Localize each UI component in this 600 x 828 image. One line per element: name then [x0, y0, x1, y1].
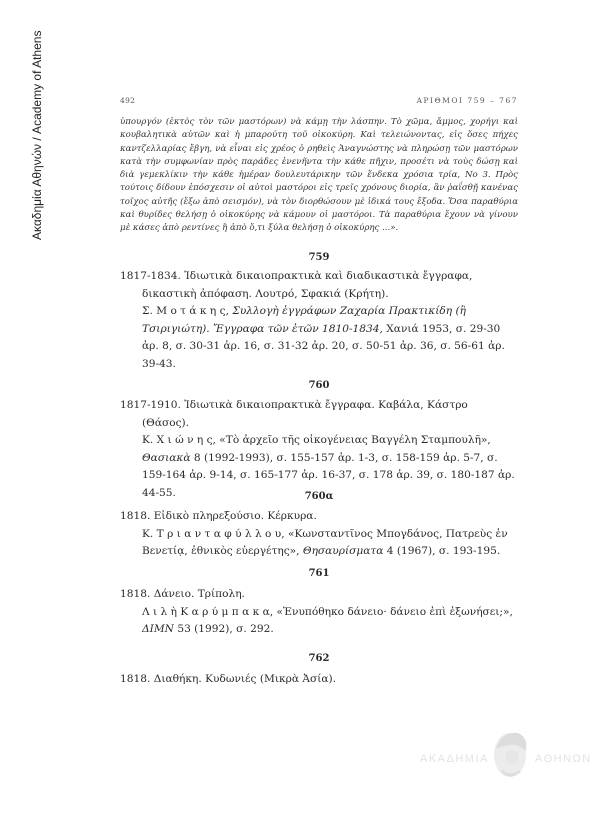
- entry-number: 759: [308, 252, 330, 263]
- ref-article: «Ἐνυπόθηκο δάνειο· δάνειο ἐπὶ ἐξωνήσει;»,: [276, 605, 513, 618]
- ref-rest: Χανιά 1953, σ. 29-30 ἀρ. 8, σ. 30-31 ἀρ. 16, σ. 31-32 ἀρ. 20, σ. 50-51 ἀρ. 36, σ. 56-61 ἀρ. 39-43.: [142, 322, 505, 370]
- ref-article: «Τὸ ἀρχεῖο τῆς οἰκογένειας Βαγγέλη Σταμπουλῆ»,: [219, 434, 491, 447]
- ref-author: Λ ι λ ὴ Κ α ρ ύ μ π α κ α,: [142, 605, 274, 618]
- side-watermark: [8, 30, 44, 320]
- entry-760: [120, 397, 518, 503]
- section-range: ΑΡΙΘΜΟΙ 759 – 767: [416, 96, 518, 105]
- entry-reference: [120, 303, 518, 373]
- entry-number: 760: [308, 380, 330, 391]
- entry-number: 762: [308, 653, 330, 664]
- ref-rest: 8 (1992-1993), σ. 155-157 ἀρ. 1-3, σ. 158-159 ἀρ. 5-7, σ. 159-164 ἀρ. 9-14, σ. 165-177 ἀρ. 16-37, σ. 178 ἀρ. 39, σ. 180-187 ἀρ. 44-55.: [142, 451, 515, 499]
- entry-description: 1817-1910. Ἰδιωτικὰ δικαιοπρακτικὰ ἔγγραφα. Καβάλα, Κάστρο (Θάσος).: [120, 399, 468, 429]
- watermark-right: ΑΘΗΝΩΝ: [535, 753, 592, 765]
- entry-number: 760α: [304, 491, 334, 502]
- entry-description: 1818. Διαθήκη. Κυδωνιές (Μικρὰ Ἀσία).: [120, 673, 337, 685]
- ref-rest: 4 (1967), σ. 193-195.: [386, 545, 501, 558]
- ref-title: Θασιακὰ: [142, 451, 191, 464]
- entry-761: [120, 586, 518, 639]
- entry-760a: [120, 508, 518, 561]
- entry-759: [120, 268, 518, 374]
- side-label: Ακαδημία Αθηνών / Academy of Athens: [30, 30, 44, 240]
- entry-762: [120, 671, 518, 689]
- entry-description: 1817-1834. Ἰδιωτικὰ δικαιοπρακτικὰ καὶ διαδικαστικὰ ἔγγραφα, δικαστικὴ ἀπόφαση. Λουτρό, Σφακιά (Κρήτη).: [120, 270, 473, 300]
- quoted-text: ὑπουργόν (ἐκτὸς τὸν τῶν μαστόρων) νὰ κάμῃ τὴν λάσπην. Τὸ χῶμα, ἄμμος, χορήγι καὶ κουβαλητικὰ αὐτῶν καὶ ἡ μπαρούτη τοῦ οἰκοκύρη. Καὶ τελειώνοντας, εἰς ὅσες πήχες καντζελλαρίας ἔβγη, νὰ εἶναι εἰς χρέος ὁ ρηθεὶς Ἀναγνώστης νὰ πληρώσῃ τῶν μαστόρων κατὰ τὴν συμφωνίαν πρὸς παράδες ἐνενῆντα τὴν κάθε πῆχιν, προσέτι νὰ τοὺς δώσῃ καὶ διὰ γεμεκλίκιν τὴν κάθε ἡμέραν δουλευτάρικην τῶν ἕνδεκα χρόσια τρία, Νο 3. Πρὸς τούτοις δίδουν ἐπόσχεσιν οἱ αὐτοὶ μαστόροι εἰς τρεῖς χρόνους διορία, ἂν ῥαΐσθῇ κανένας τοῖχος αὐτῆς (ἔξω ἀπὸ σεισμόν), νὰ τὸν διορθώσουν μὲ ἰδικά τους ἔξοδα. Ὅσα παραθύρια καὶ θυρίδες θελήσῃ ὁ οἰκοκύρης νὰ κάμουν οἱ μαστόροι. Τὰ παραθύρια ἔχουν νὰ γίνουν μὲ κάσες ἀπὸ ρεντίνες ἢ ἀπὸ ὅ,τι ξύλα θελήσῃ ὁ οἰκοκύρης ...».: [120, 117, 518, 234]
- academy-watermark: [420, 735, 590, 775]
- ref-author: Σ. Μ ο τ ά κ η ς,: [142, 305, 229, 318]
- ref-rest: 53 (1992), σ. 292.: [177, 623, 274, 636]
- entry-description: 1818. Εἰδικὸ πληρεξούσιο. Κέρκυρα.: [120, 510, 317, 522]
- entry-reference: [120, 526, 518, 561]
- ref-article: «Κωνσταντῖνος Μπογδάνος, Πατρεὺς ἐν Βενετίᾳ, ἐθνικὸς εὐεργέτης»,: [142, 527, 508, 558]
- entry-description: 1818. Δάνειο. Τρίπολη.: [120, 588, 245, 600]
- running-header: [120, 96, 518, 105]
- watermark-left: ΑΚΑΔΗΜΙΑ: [420, 753, 489, 765]
- ref-title: ΔΙΜΝ: [142, 623, 174, 636]
- entry-number: 761: [308, 568, 330, 579]
- ref-author: Κ. Χ ι ώ ν η ς,: [142, 434, 216, 447]
- entry-reference: [120, 604, 518, 639]
- ref-title: Θησαυρίσματα: [302, 545, 384, 558]
- page-number: 492: [120, 96, 136, 105]
- athena-emblem-icon: [488, 727, 532, 781]
- ref-author: Κ. Τ ρ ι α ν τ α φ ύ λ λ ο υ,: [142, 527, 285, 540]
- ref-title: Συλλογὴ ἐγγράφων Ζαχαρία Πρακτικίδη (ἢ Τσιριγιώτη). Ἔγγραφα τῶν ἐτῶν 1810-1834,: [142, 305, 466, 335]
